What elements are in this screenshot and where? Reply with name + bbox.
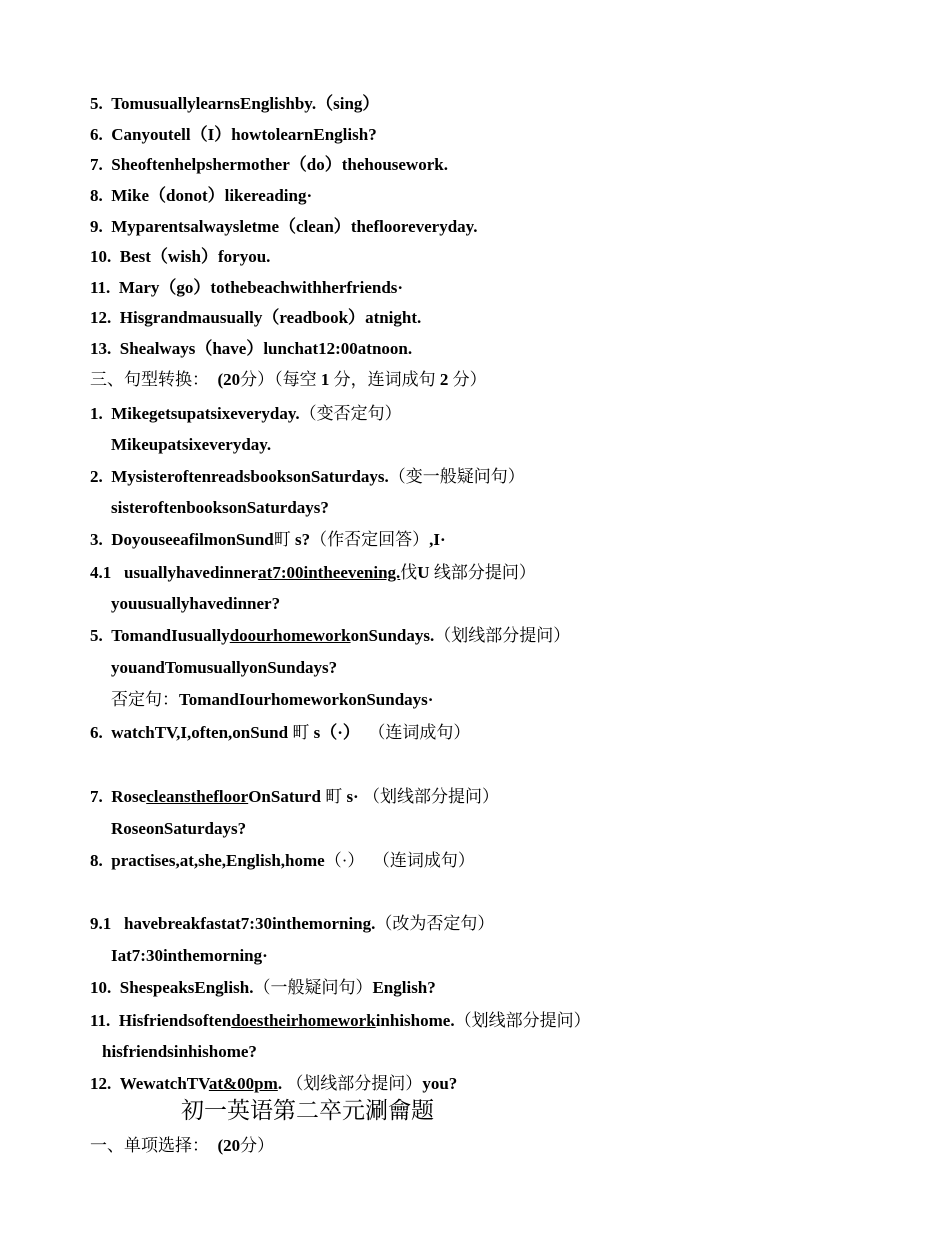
score: 1: [320, 370, 330, 389]
transform-item-2: [90, 466, 525, 488]
section-title: 三、句型转换：: [90, 370, 209, 389]
item-number: 6.: [90, 125, 103, 144]
exercise-item-11: [90, 277, 403, 299]
answer-line-7: [111, 818, 246, 840]
item-text: （·）: [320, 723, 360, 742]
transform-item-10: [90, 977, 436, 999]
section-title: 一、单项选择：: [90, 1136, 209, 1155]
item-text: lunchat12:00atnoon.: [263, 339, 413, 358]
item-text: ,I·: [429, 530, 446, 549]
item-text: 伐: [400, 563, 418, 582]
item-instruction: （划线部分提问）: [434, 626, 571, 645]
item-number: 8.: [90, 186, 103, 205]
item-text: 町: [273, 530, 291, 549]
item-text: inhishome.: [375, 1011, 455, 1030]
item-text: usuallyhavedinner: [124, 563, 259, 582]
item-text: s: [313, 723, 321, 742]
item-number: 13.: [90, 339, 112, 358]
item-text: atnight.: [365, 308, 422, 327]
item-instruction: 线部分提问）: [433, 563, 536, 582]
item-number: 9.: [90, 217, 103, 236]
item-text: ShespeaksEnglish.: [119, 978, 254, 997]
transform-item-11: [90, 1010, 591, 1032]
answer-line-2: [111, 497, 329, 519]
answer-line-5: [111, 657, 337, 679]
item-hint: （have）: [195, 339, 264, 358]
section-note: 分）: [240, 1136, 275, 1155]
item-text: foryou.: [218, 247, 271, 266]
unit-title: 初一英语第二卒元涮龠题: [181, 1098, 434, 1123]
answer-text: hisfriendsinhishome?: [102, 1042, 257, 1061]
item-instruction: （变一般疑问句）: [388, 467, 525, 486]
item-text: （·）: [324, 851, 365, 870]
score: (20: [217, 1136, 241, 1155]
item-text: thehousework.: [341, 155, 448, 174]
item-instruction: （划线部分提问）: [454, 1011, 591, 1030]
exercise-item-12: [90, 307, 421, 329]
item-instruction: （连词成句）: [368, 723, 471, 742]
score: 2: [439, 370, 449, 389]
answer-line-5-negative: [111, 689, 433, 711]
item-instruction: （连词成句）: [372, 851, 475, 870]
answer-label: 否定句：: [111, 690, 179, 709]
exercise-item-6: [90, 124, 377, 146]
exercise-item-7: [90, 154, 448, 176]
item-text: s·: [346, 787, 359, 806]
item-number: 2.: [90, 467, 103, 486]
item-number: 6.: [90, 723, 103, 742]
item-text: howtolearnEnglish?: [231, 125, 377, 144]
item-number: 10.: [90, 978, 112, 997]
section-note: 分）（每空: [240, 370, 317, 389]
item-hint: （clean）: [279, 217, 351, 236]
item-number: 1.: [90, 404, 103, 423]
item-text: Canyoutell: [111, 125, 191, 144]
item-text: Shealways: [119, 339, 196, 358]
item-text: TomusuallylearnsEnglishby.: [111, 94, 317, 113]
item-text: OnSaturd: [248, 787, 321, 806]
answer-text: youandTomusuallyonSundays?: [111, 658, 338, 677]
item-hint: （readbook）: [262, 308, 366, 327]
section-note: 分，连词成句: [333, 370, 436, 389]
item-hint: （donot）: [149, 186, 225, 205]
exercise-item-8: [90, 185, 312, 207]
item-text: Mary: [118, 278, 160, 297]
item-text: havebreakfastat7:30inthemorning.: [124, 914, 376, 933]
item-text: Sheoftenhelpshermother: [111, 155, 290, 174]
section-heading-3: [90, 369, 487, 391]
underlined-text: doestheirhomework: [231, 1011, 376, 1030]
item-text: Hisgrandmausually: [119, 308, 263, 327]
item-instruction: （作否定回答）: [310, 530, 430, 549]
exercise-item-10: [90, 246, 270, 268]
item-text: 町: [292, 723, 310, 742]
item-number: 11.: [90, 1011, 111, 1030]
answer-text: Mikeupatsixeveryday.: [111, 435, 272, 454]
item-text: U: [417, 563, 430, 582]
answer-text: RoseonSaturdays?: [111, 819, 247, 838]
item-text: watchTV,I,often,onSund: [111, 723, 289, 742]
item-text: Best: [119, 247, 151, 266]
item-text: TomandIusually: [111, 626, 230, 645]
item-number: 7.: [90, 155, 103, 174]
item-text: Rose: [111, 787, 147, 806]
item-text: practises,at,she,English,home: [111, 851, 325, 870]
item-hint: （do）: [289, 155, 342, 174]
item-number: 11.: [90, 278, 111, 297]
item-text: 町: [325, 787, 343, 806]
section-note: 分）: [452, 370, 487, 389]
transform-item-9: [90, 913, 494, 935]
item-number: 5.: [90, 94, 103, 113]
item-number: 7.: [90, 787, 103, 806]
item-hint: （sing）: [316, 94, 380, 113]
item-text: Hisfriendsoften: [118, 1011, 232, 1030]
underlined-text: doourhomework: [229, 626, 351, 645]
item-number: 10.: [90, 247, 112, 266]
item-number: 3.: [90, 530, 103, 549]
exercise-item-13: [90, 338, 412, 360]
item-instruction: （改为否定句）: [375, 914, 495, 933]
transform-item-8: [90, 850, 475, 872]
item-text: .: [277, 1074, 283, 1093]
item-text: WewatchTV: [119, 1074, 209, 1093]
answer-line-1: [111, 434, 271, 456]
item-text: MysisteroftenreadsbooksonSaturdays.: [111, 467, 389, 486]
item-text: s?: [294, 530, 311, 549]
transform-item-6: [90, 722, 470, 744]
answer-line-9: [111, 945, 268, 967]
item-number: 12.: [90, 1074, 112, 1093]
answer-text: sisteroftenbooksonSaturdays?: [111, 498, 329, 517]
item-instruction: （一般疑问句）: [253, 978, 373, 997]
item-text: likereading·: [224, 186, 313, 205]
item-instruction: （变否定句）: [299, 404, 402, 423]
score: (20: [217, 370, 241, 389]
transform-item-4: [90, 562, 536, 584]
transform-item-3: [90, 529, 446, 551]
item-text: you?: [422, 1074, 458, 1093]
exercise-item-5: [90, 93, 379, 115]
item-text: theflooreveryday.: [350, 217, 478, 236]
item-instruction: （划线部分提问）: [286, 1074, 423, 1093]
transform-item-5: [90, 625, 570, 647]
item-text: tothebeachwithherfriends·: [210, 278, 404, 297]
item-text: Mike: [111, 186, 150, 205]
item-number: 12.: [90, 308, 112, 327]
answer-text: Iat7:30inthemorning·: [111, 946, 268, 965]
answer-line-4: [111, 593, 280, 615]
underlined-text: at7:00intheevening.: [258, 563, 401, 582]
item-number: 4.1: [90, 563, 112, 582]
answer-text: youusuallyhavedinner?: [111, 594, 281, 613]
answer-text: TomandIourhomeworkonSundays·: [179, 690, 434, 709]
item-text: DoyouseeafilmonSund: [111, 530, 274, 549]
underlined-text: cleansthefloor: [146, 787, 249, 806]
answer-line-11: [102, 1041, 257, 1063]
section-heading-1: [90, 1135, 274, 1157]
item-hint: （wish）: [150, 247, 218, 266]
item-number: 9.1: [90, 914, 112, 933]
item-hint: （go）: [159, 278, 211, 297]
item-number: 8.: [90, 851, 103, 870]
transform-item-1: [90, 403, 402, 425]
item-text: Myparentsalwaysletme: [111, 217, 280, 236]
item-instruction: （划线部分提问）: [362, 787, 499, 806]
transform-item-12: [90, 1073, 457, 1095]
exercise-item-9: [90, 216, 478, 238]
underlined-text: at&00pm: [208, 1074, 278, 1093]
item-text: Mikegetsupatsixeveryday.: [111, 404, 300, 423]
item-text: English?: [372, 978, 436, 997]
item-text: onSundays.: [350, 626, 435, 645]
item-number: 5.: [90, 626, 103, 645]
transform-item-7: [90, 786, 499, 808]
item-hint: （I）: [190, 125, 232, 144]
